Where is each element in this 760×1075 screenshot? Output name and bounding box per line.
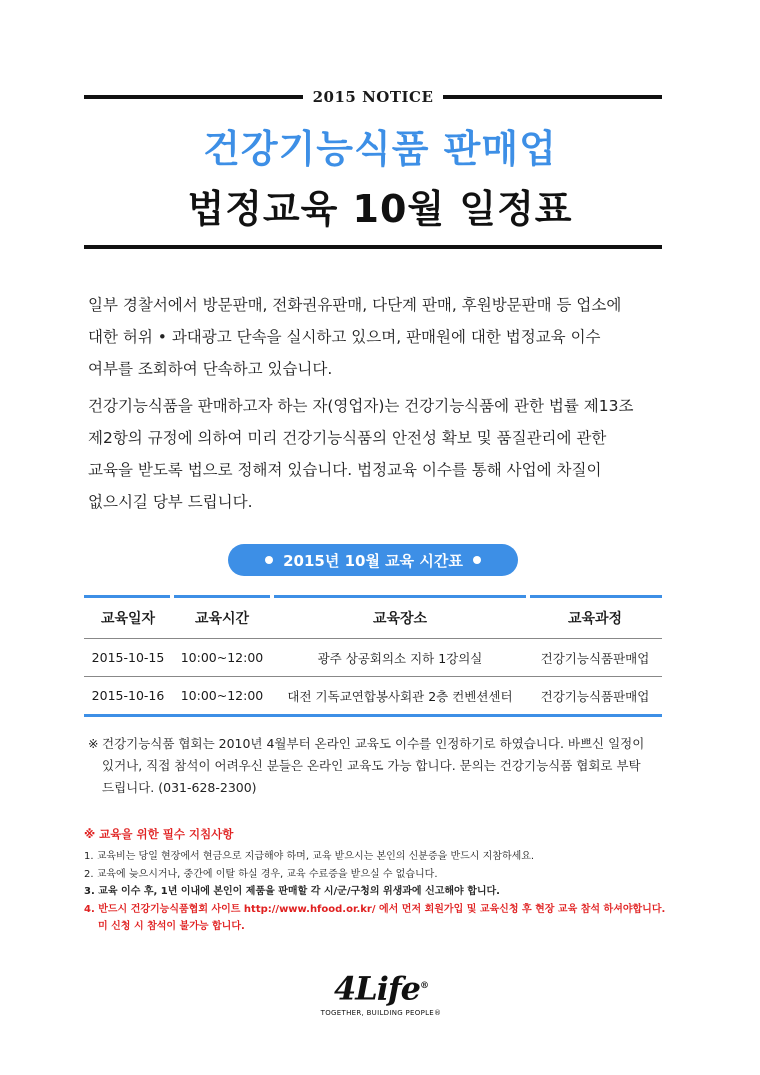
- schedule-table: [84, 595, 662, 717]
- header-segment: [84, 595, 170, 598]
- table-row: [84, 639, 662, 677]
- intro-line: 대한 허위 • 과대광고 단속을 실시하고 있으며, 판매원에 대한 법정교육 이수: [88, 328, 601, 346]
- note-line: 있거나, 직접 참석이 어려우신 분들은 온라인 교육도 가능 합니다. 문의는 건강기능식품 협회로 부탁: [102, 758, 641, 773]
- logo-wordmark: 4Life: [333, 969, 421, 1008]
- cell-course: 건강기능식품판매업: [540, 688, 650, 704]
- title-line-2: 법정교육 10월 일정표: [187, 187, 573, 231]
- intro-line: 일부 경찰서에서 방문판매, 전화권유판매, 다단계 판매, 후원방문판매 등 업소에: [88, 296, 622, 314]
- rule-warning-text: 4. 반드시 건강기능식품협회 사이트 http://www.hfood.or.kr/ 에서 먼저 회원가입 및 교육신청 후 현장 교육 참석 하셔야합니다.: [84, 903, 666, 915]
- table-bottom-rule: [84, 714, 662, 717]
- column-header-date: 교육일자: [100, 611, 156, 627]
- rules-list: [84, 848, 684, 936]
- note-mark: ※: [88, 736, 99, 751]
- table-header-row: [84, 598, 662, 639]
- intro-line: 건강기능식품을 판매하고자 하는 자(영업자)는 건강기능식품에 관한 법률 제13조: [88, 397, 634, 415]
- note-line: 드립니다. (031-628-2300): [102, 780, 257, 795]
- rules-title: ※ 교육을 위한 필수 지침사항: [84, 827, 234, 841]
- cell-place: 광주 상공회의소 지하 1강의실: [317, 650, 483, 666]
- intro-line: 교육을 받도록 법으로 정해져 있습니다. 법정교육 이수를 통해 사업에 차질이: [88, 461, 602, 479]
- title-rule: [84, 245, 662, 249]
- schedule-title-pill: [228, 544, 518, 576]
- note-text: [102, 733, 644, 799]
- header-rule-left: [84, 95, 303, 99]
- notice-header: [84, 86, 662, 108]
- header-segment: [274, 595, 526, 598]
- header-rule-right: [443, 95, 662, 99]
- column-header-time: 교육시간: [194, 611, 250, 627]
- header-segment: [530, 595, 662, 598]
- cell-time: 10:00~12:00: [180, 688, 264, 703]
- rule-item: 3. 교육 이수 후, 1년 이내에 본인이 제품을 판매할 각 시/군/구청의 위생과에 신고해야 합니다.: [84, 886, 500, 897]
- column-header-place: 교육장소: [372, 611, 428, 627]
- cell-date: 2015-10-16: [91, 688, 165, 703]
- intro-paragraph-1: [88, 289, 673, 385]
- bullet-dot-icon: [265, 556, 273, 564]
- logo-registered: ®: [420, 981, 429, 991]
- title-line-1: 건강기능식품 판매업: [203, 127, 557, 171]
- column-header-course: 교육과정: [567, 611, 623, 627]
- bullet-dot-icon: [473, 556, 481, 564]
- rule-item: 2. 교육에 늦으시거나, 중간에 이탈 하실 경우, 교육 수료증을 받으실 수 없습니다.: [84, 868, 438, 880]
- schedule-title: 2015년 10월 교육 시간표: [283, 551, 463, 570]
- cell-time: 10:00~12:00: [180, 650, 264, 665]
- intro-paragraph-2: [88, 390, 673, 518]
- logo-mark: [306, 968, 456, 1007]
- intro-line: 제2항의 규정에 의하여 미리 건강기능식품의 안전성 확보 및 품질관리에 관한: [88, 429, 607, 447]
- header-segment: [174, 595, 270, 598]
- rule-item: 1. 교육비는 당일 현장에서 현금으로 지급해야 하며, 교육 받으시는 본인의 신분증을 반드시 지참하세요.: [84, 851, 535, 862]
- cell-course: 건강기능식품판매업: [540, 650, 650, 666]
- rule-warning-continuation: 미 신청 시 참석이 불가능 합니다.: [98, 921, 245, 932]
- logo-tagline: TOGETHER, BUILDING PEOPLE®: [320, 1008, 442, 1017]
- online-education-note: [88, 733, 673, 799]
- cell-date: 2015-10-15: [91, 650, 165, 665]
- intro-line: 없으시길 당부 드립니다.: [88, 493, 253, 511]
- note-line: 건강기능식품 협회는 2010년 4월부터 온라인 교육도 이수를 인정하기로 하였습니다. 바쁘신 일정이: [102, 736, 645, 751]
- notice-label: 2015 NOTICE: [312, 88, 434, 106]
- cell-place: 대전 기독교연합봉사회관 2층 컨벤션센터: [287, 688, 513, 704]
- intro-line: 여부를 조회하여 단속하고 있습니다.: [88, 360, 333, 378]
- brand-logo: [306, 968, 456, 1017]
- rule-item-warning: [84, 901, 684, 936]
- table-row: [84, 677, 662, 714]
